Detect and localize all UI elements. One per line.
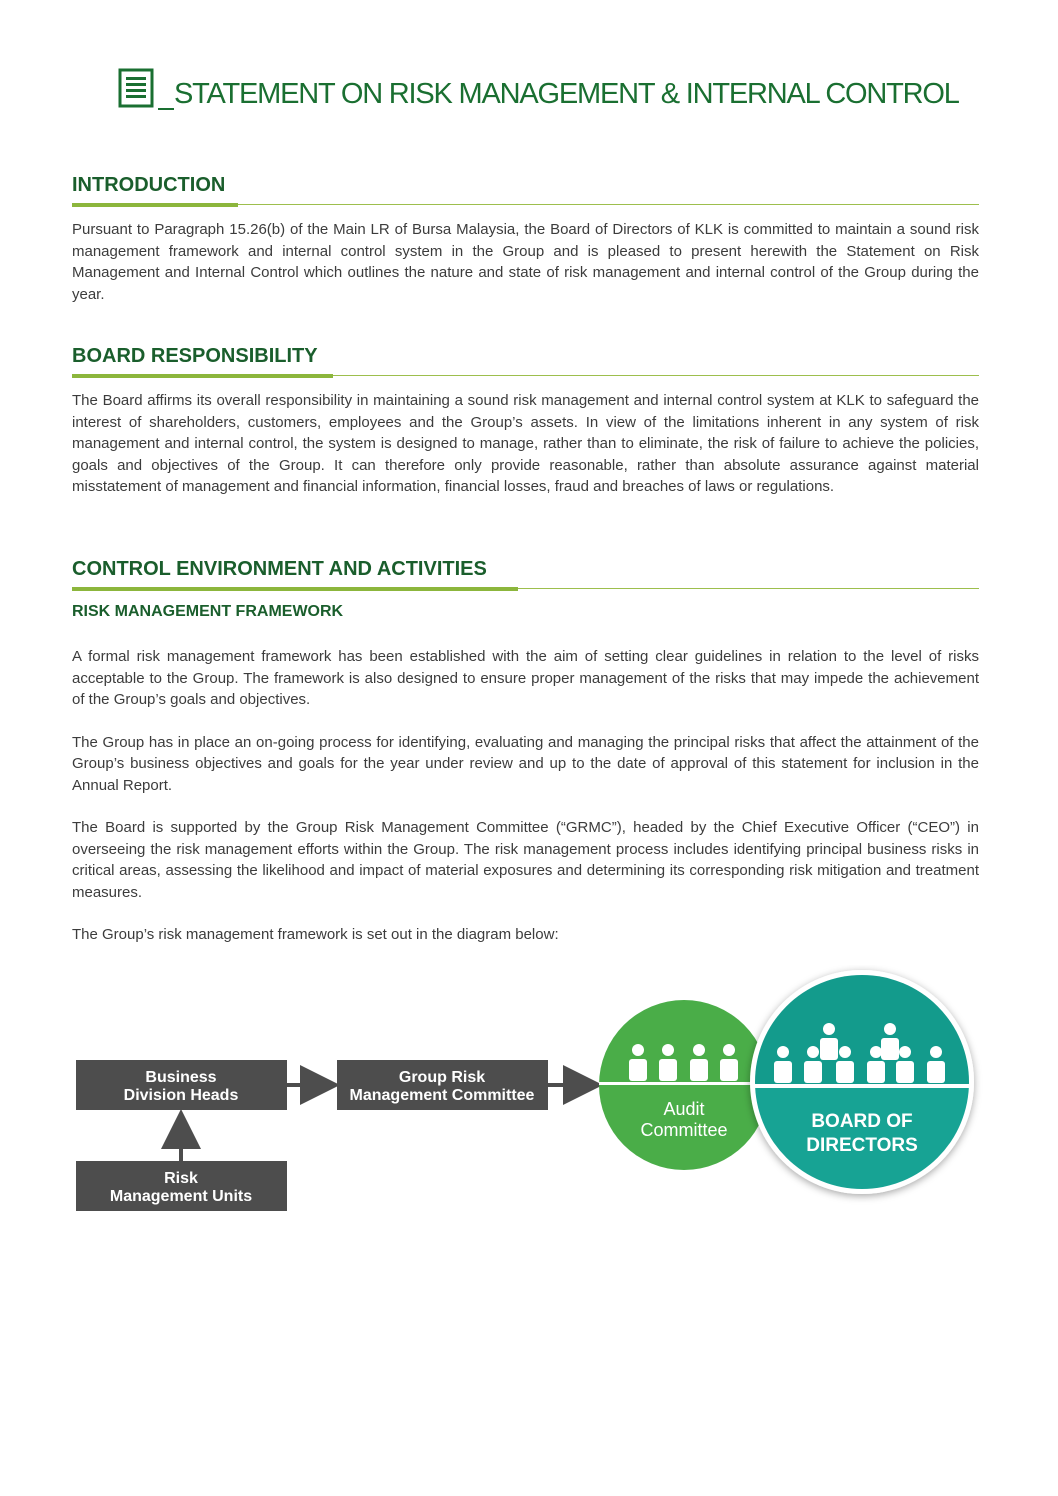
risk-framework-subheading: RISK MANAGEMENT FRAMEWORK xyxy=(72,603,344,620)
introduction-heading: INTRODUCTION xyxy=(72,174,226,196)
board-line-1: BOARD OF xyxy=(811,1111,913,1132)
risk-units-box xyxy=(76,1161,287,1211)
business-division-line-1: Business xyxy=(145,1069,217,1086)
paragraph-4: The Group’s risk management framework is set out in the diagram below: xyxy=(72,926,559,943)
paragraph-2: The Group has in place an on-going process for identifying, evaluating and managing the principal risks that affect the attainment of the Group’s business objectives and goals for the year under review and up to the date of approval of this statement for inclusion in the Annual Report. xyxy=(72,733,979,794)
paragraph-3: The Board is supported by the Group Risk Management Committee (“GRMC”), headed by the Chief Executive Officer (“CEO”) in overseeing the risk management efforts within the Group. The risk management process includes identifying principal business risks in critical areas, assessing the likelihood and impact of material exposures and determining its corresponding risk mitigation and treatment measures. xyxy=(72,819,979,901)
control-environment-heading: CONTROL ENVIRONMENT AND ACTIVITIES xyxy=(72,558,487,580)
document-list-icon xyxy=(118,68,158,108)
board-responsibility-section xyxy=(72,344,979,498)
control-paragraphs xyxy=(72,646,979,946)
risk-units-line-1: Risk xyxy=(164,1170,198,1187)
section-rule xyxy=(72,587,979,591)
business-division-box xyxy=(76,1060,287,1110)
grmc-box xyxy=(337,1060,548,1110)
paragraph-1: A formal risk management framework has been established with the aim of setting clear guidelines in relation to the level of risks acceptable to the Group. The framework is also designed to ensure proper management of the risks that may impede the achievement of the Group’s goals and objectives. xyxy=(72,648,979,708)
page-header xyxy=(118,68,988,114)
introduction-paragraph: Pursuant to Paragraph 15.26(b) of the Main LR of Bursa Malaysia, the Board of Directors of KLK is committed to maintain a sound risk management framework and internal control system in the Group and is pleased to present herewith the Statement on Risk Management and Internal Control which outlines the nature and state of risk management and internal control of the Group during the year. xyxy=(72,221,979,303)
board-responsibility-paragraph: The Board affirms its overall responsibility in maintaining a sound risk management and internal control system at KLK to safeguard the interest of shareholders, customers, employees and the Group’s assets. In view of the limitations inherent in any system of risk management and internal control, the system is designed to manage, rather than to eliminate, the risk of failure to achieve the policies, goals and objectives of the Group. It can therefore only provide reasonable, rather than absolute assurance against material misstatement of management and financial information, financial losses, fraud and breaches of laws or regulations. xyxy=(72,392,979,495)
risk-framework-diagram xyxy=(60,965,990,1225)
introduction-section xyxy=(72,173,979,305)
grmc-line-2: Management Committee xyxy=(349,1087,535,1104)
audit-committee-circle xyxy=(599,1000,769,1170)
section-rule xyxy=(72,203,979,207)
header-underline xyxy=(158,108,174,110)
audit-line-2: Committee xyxy=(640,1120,728,1140)
board-line-2: DIRECTORS xyxy=(806,1135,918,1156)
page-title: STATEMENT ON RISK MANAGEMENT & INTERNAL CONTROL xyxy=(174,78,959,110)
audit-line-1: Audit xyxy=(663,1099,705,1119)
control-environment-section xyxy=(72,557,979,591)
board-of-directors-circle xyxy=(750,965,980,1208)
grmc-line-1: Group Risk xyxy=(398,1069,486,1086)
board-responsibility-heading: BOARD RESPONSIBILITY xyxy=(72,345,318,367)
risk-units-line-2: Management Units xyxy=(109,1188,253,1205)
business-division-line-2: Division Heads xyxy=(123,1087,239,1104)
section-rule xyxy=(72,374,979,378)
